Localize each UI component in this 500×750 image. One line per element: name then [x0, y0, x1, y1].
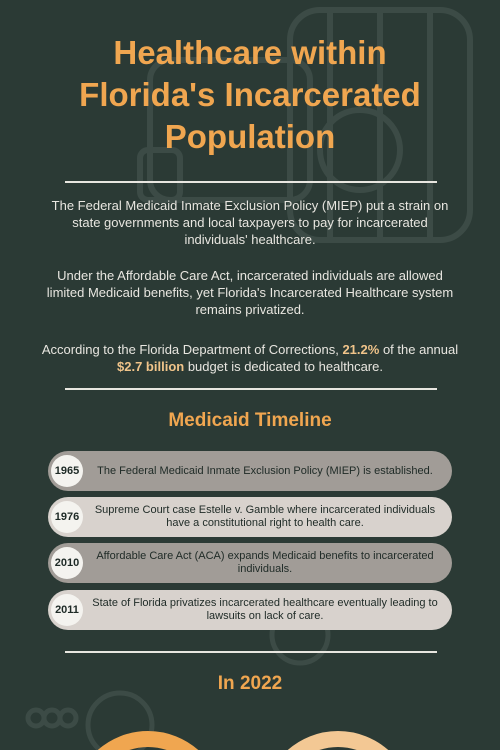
- intro-p3-prefix: According to the Florida Department of Corrections,: [41, 342, 339, 357]
- bottom-divider: [65, 651, 437, 653]
- healthcare-percent: 21.2%: [342, 342, 380, 357]
- stat-ring-right: [270, 739, 406, 750]
- title-line-3: Population: [164, 118, 336, 155]
- page-title: [0, 32, 500, 158]
- timeline-text: State of Florida privatizes incarcerated healthcare eventually leading to lawsuits on lack of care.: [92, 597, 438, 622]
- timeline-text: Affordable Care Act (ACA) expands Medicaid benefits to incarcerated individuals.: [96, 550, 434, 575]
- year-badge: 1965: [51, 455, 83, 487]
- year-badge: 2010: [51, 547, 83, 579]
- middle-divider: [65, 388, 437, 390]
- intro-paragraph-1: The Federal Medicaid Inmate Exclusion Policy (MIEP) put a strain on state governments and local taxpayers to pay for incarcerated individuals' healthcare.: [51, 198, 449, 247]
- timeline-item-2010: [48, 543, 452, 583]
- year-badge: 1976: [51, 501, 83, 533]
- timeline-title: Medicaid Timeline: [168, 410, 332, 431]
- title-line-1: Healthcare within: [113, 34, 387, 71]
- timeline-item-1976: [48, 497, 452, 537]
- in-2022-title: In 2022: [217, 673, 283, 694]
- intro-p3-suffix: budget is dedicated to healthcare.: [187, 359, 383, 374]
- year-badge: 2011: [51, 594, 83, 626]
- stat-ring-left: [80, 739, 216, 750]
- timeline-item-2011: [48, 590, 452, 630]
- timeline-text: Supreme Court case Estelle v. Gamble where incarcerated individuals have a constitutional right to health care.: [94, 504, 436, 529]
- intro-paragraph-3: [40, 341, 460, 375]
- timeline-text: The Federal Medicaid Inmate Exclusion Policy (MIEP) is established.: [97, 464, 433, 477]
- intro-paragraph-2: Under the Affordable Care Act, incarcerated individuals are allowed limited Medicaid benefits, yet Florida's Incarcerated Healthcare system remains privatized.: [46, 268, 454, 317]
- title-line-2: Florida's Incarcerated: [79, 76, 421, 113]
- top-divider: [65, 181, 437, 183]
- budget-amount: $2.7 billion: [117, 359, 185, 374]
- stat-rings: [0, 715, 500, 750]
- intro-p3-middle: of the annual: [382, 342, 459, 357]
- timeline-item-1965: [48, 451, 452, 491]
